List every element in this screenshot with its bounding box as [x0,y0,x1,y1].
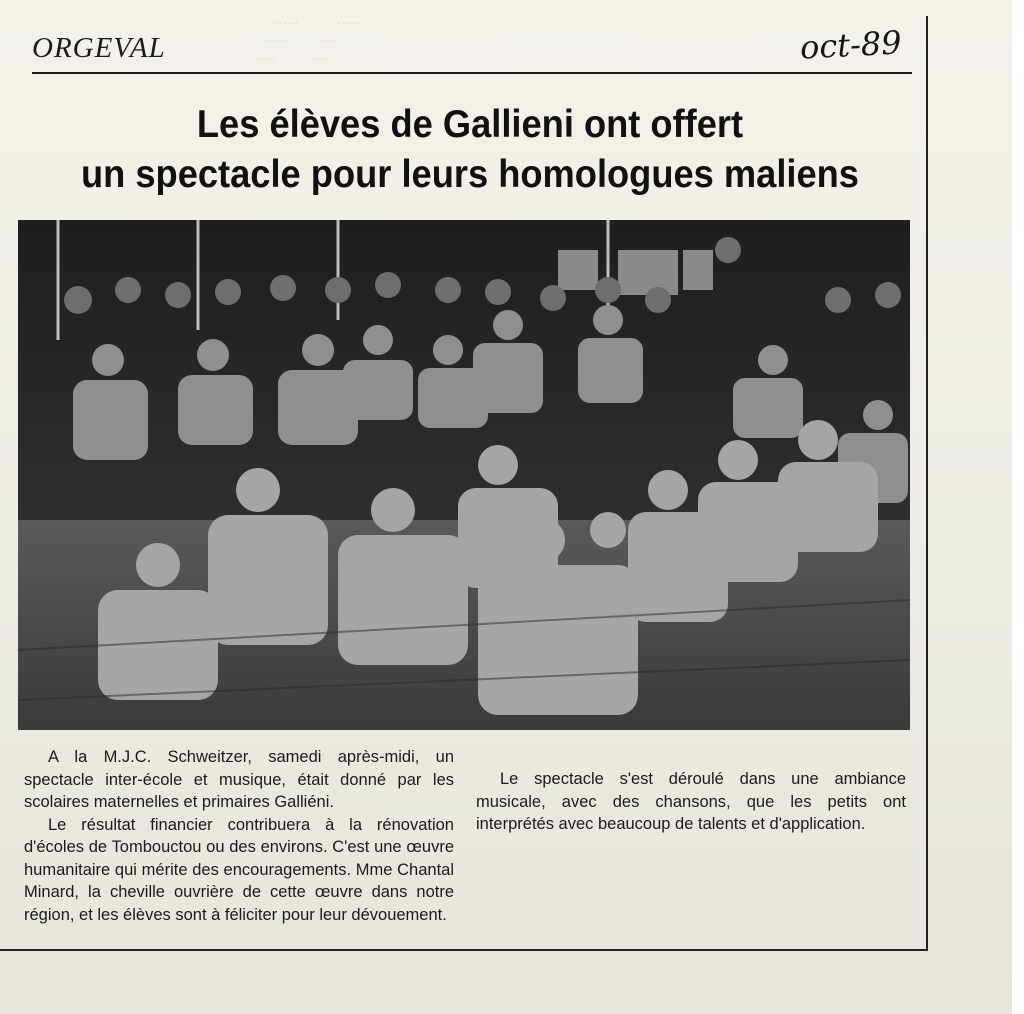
photo-illustration [18,220,910,730]
scan-margin [1012,0,1024,1014]
headline-line-2: un spectacle pour leurs homologues maliens [80,153,859,196]
handwritten-date: oct-89 [799,23,903,67]
clipping-border-right [926,16,928,951]
headline [52,100,889,200]
paragraph-3: Le spectacle s'est déroulé dans une ambiance musicale, avec des chansons, que les petits ont interprétés avec beaucoup de talents et d'application. [476,770,906,833]
news-photo [18,220,910,730]
article-column-2 [476,746,906,836]
section-name: ORGEVAL [32,32,166,64]
header-rule [32,72,912,74]
wall-posters [558,250,713,295]
reverse-side-bleed: ...... ...... ...... ...... ...... ...... [251,11,361,63]
headline-line-1: Les élèves de Gallieni ont offert [196,103,744,146]
article-column-1 [24,746,454,926]
clipping-border-bottom [0,949,928,951]
paragraph-1: A la M.J.C. Schweitzer, samedi après-midi, un spectacle inter-école et musique, était donné par les scolaires maternelles et primaires Galliéni. [24,748,454,811]
newspaper-clipping [0,8,934,944]
paragraph-2: Le résultat financier contribuera à la rénovation d'écoles de Tombouctou ou des environs. C'est une œuvre humanitaire qui mérite des encouragements. Mme Chantal Minard, la cheville ouvrière de cette œuvre dans notre région, et les élèves sont à féliciter pour leur dévouement. [24,815,454,924]
